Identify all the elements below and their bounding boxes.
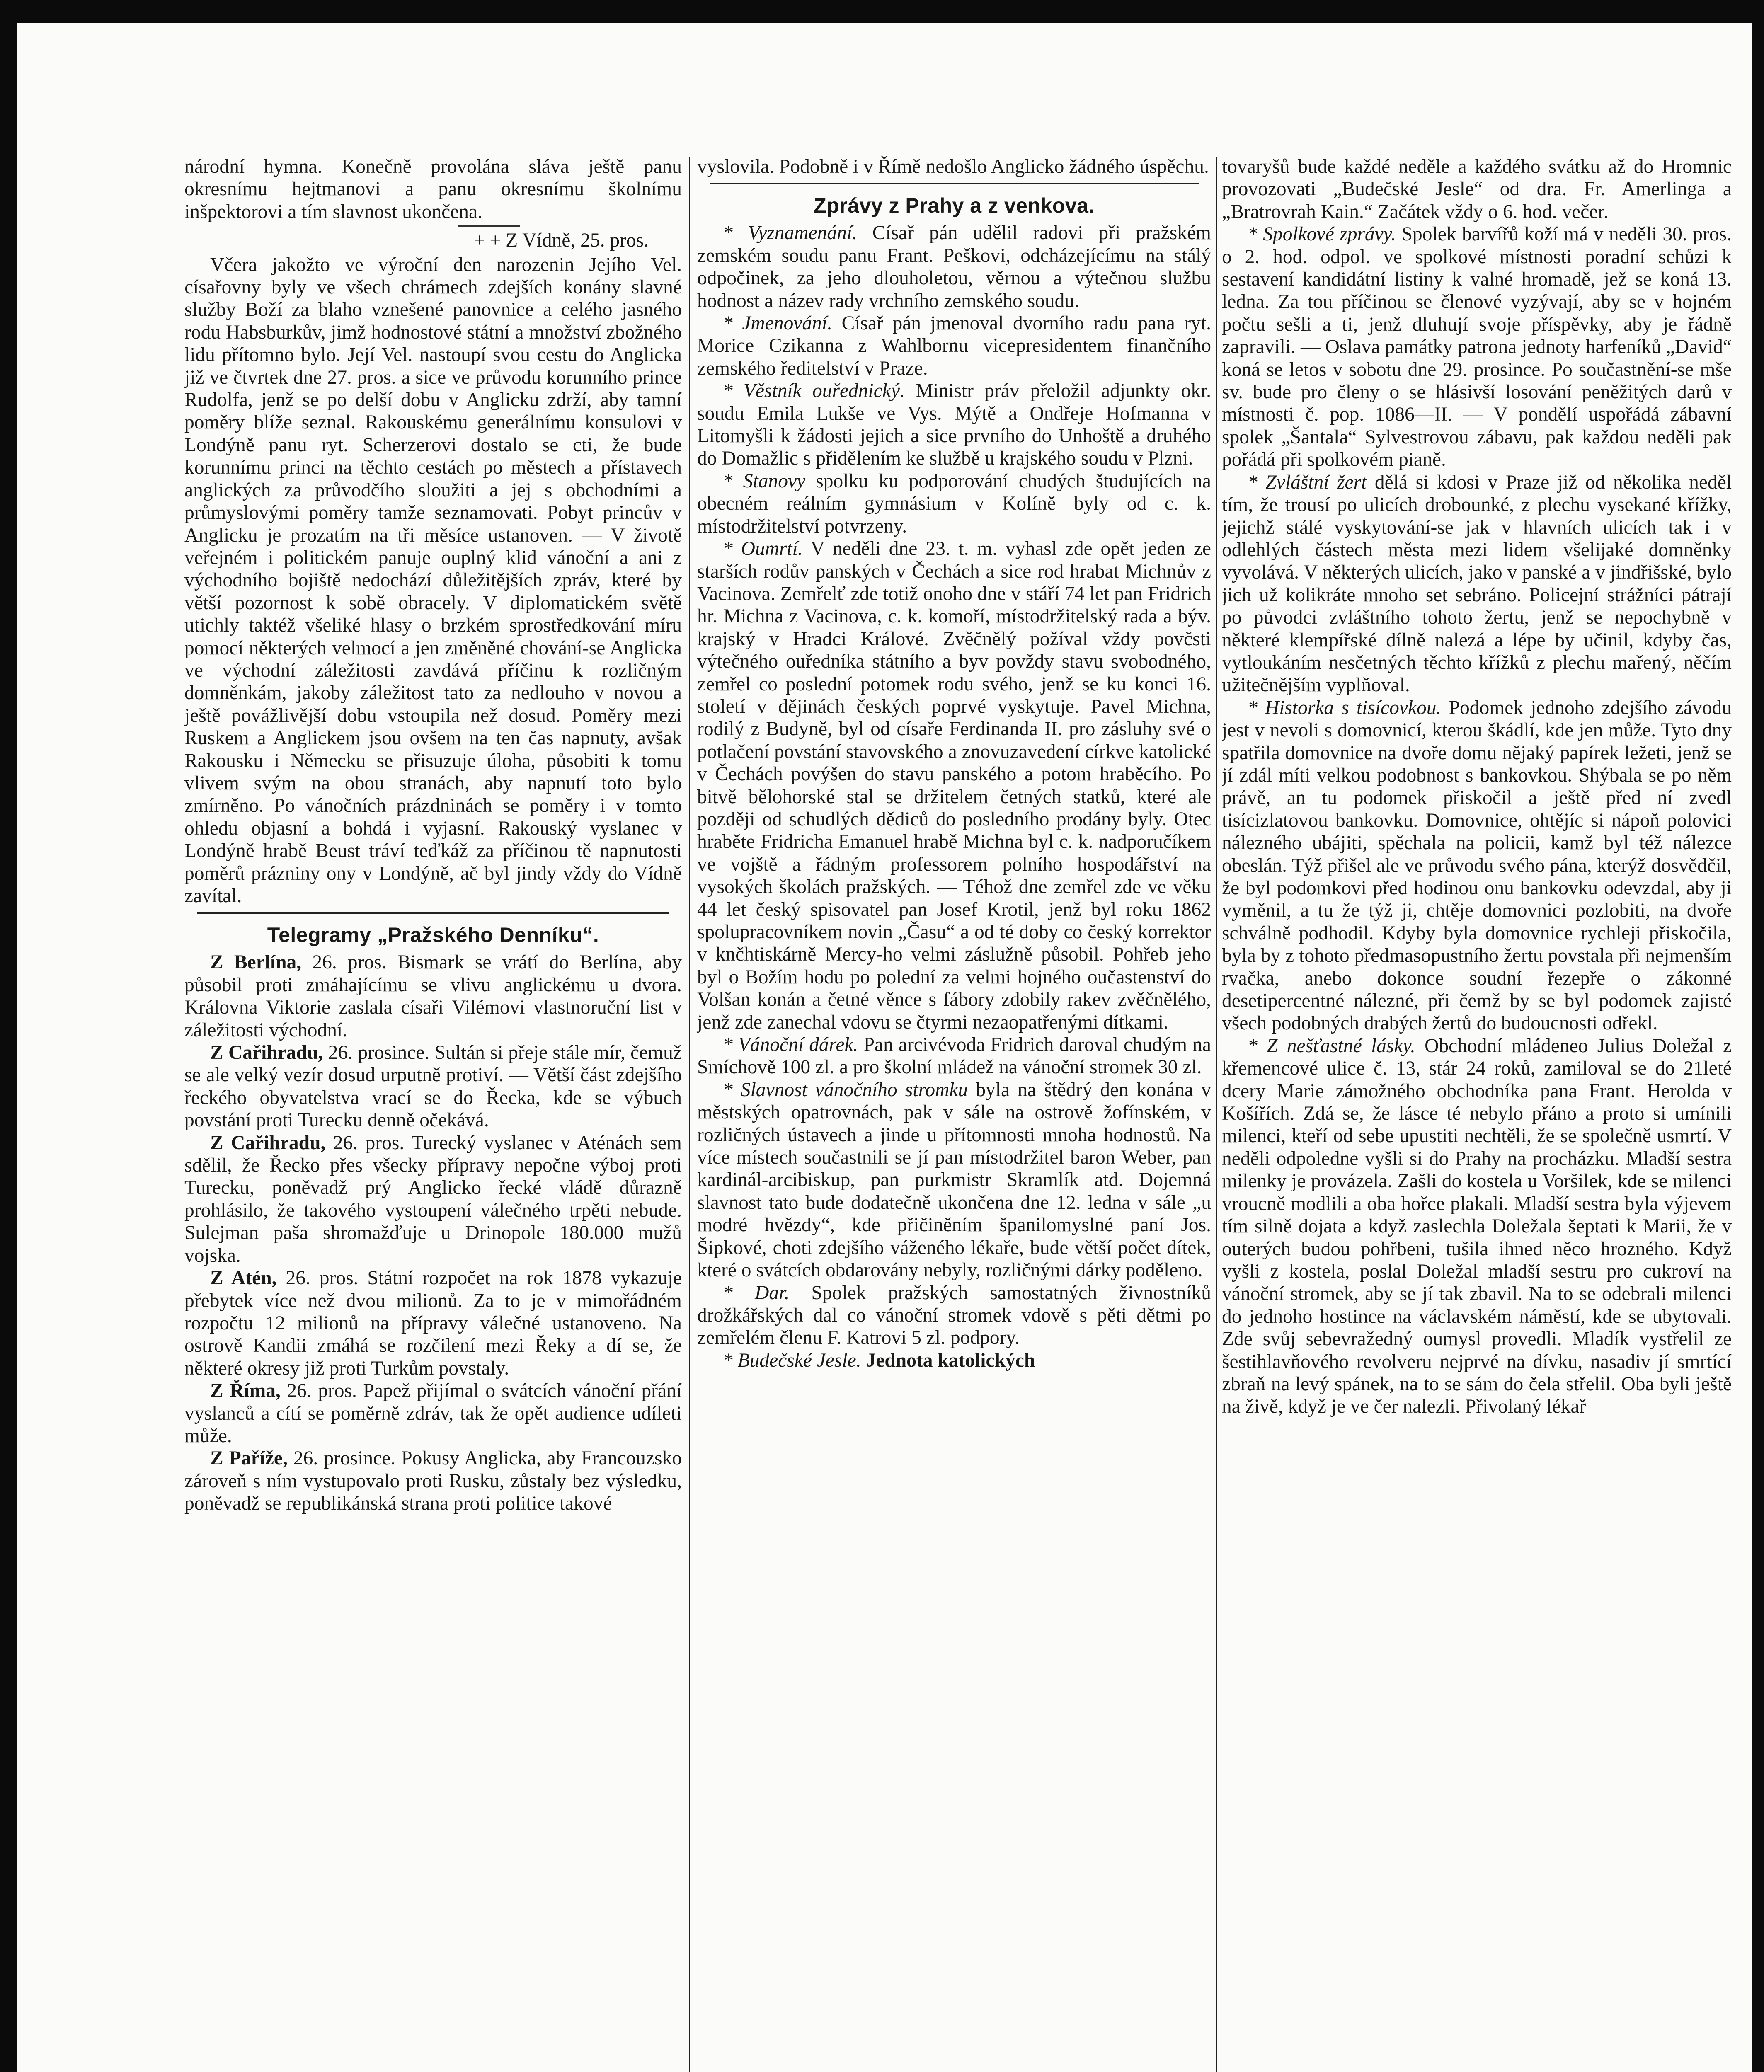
- news-lead: * Stanovy: [723, 470, 806, 492]
- separator-rule: [458, 225, 520, 227]
- news-lead: * Zvláštní žert: [1248, 471, 1367, 493]
- news-lead: * Věstník ouřednický.: [723, 380, 905, 402]
- telegram-item: [184, 1380, 682, 1447]
- news-text: dělá si kdosi v Praze již od několika neděl tím, že trousí po ulicích drobounké, z plechu vysekané křížky, jejichž stálé vyskytování-se jak v hlavních ulicích tak i v odlehlých částech města mezi lidem všelijaké domněnky vyvolává. V některých ulicích, jako v panské a v jindřišské, bylo jich už kolikráte mnoho set sebráno. Policejní strážníci pátrají po původci zvláštního tohoto žertu, jenž se nepochybně v některé klempířské dílně nalezá a lépe by učinil, kdyby čas, vytloukáním nesčetných těchto křížků z plechu mařený, něčím užitečnějším vyplňoval.: [1222, 471, 1732, 696]
- telegram-item: [184, 1447, 682, 1515]
- column-rule: [689, 157, 690, 2072]
- news-text: Spolek pražských samostatných živnostníků drožkářských dal co vánoční stromek vdově s pěti dětmi po zemřelém členu F. Katrovi 5 zl. podpory.: [697, 1282, 1211, 1349]
- news-item: [697, 1349, 1211, 1372]
- telegram-item: [184, 1041, 682, 1132]
- telegram-place: Z Atén,: [210, 1267, 277, 1289]
- news-lead: * Z nešťastné lásky.: [1248, 1035, 1415, 1057]
- telegram-text: 26. pros. Bismark se vrátí do Berlína, aby působil proti zmáhajícímu se vlivu anglickému u dvora. Královna Viktorie zaslala císaři Vilémovi vlastnoruční list v záležitosti východní.: [184, 951, 682, 1041]
- section-heading-local-news: Zprávy z Prahy a z venkova.: [814, 194, 1095, 218]
- column-2: [697, 155, 1211, 2072]
- news-lead: * Historka s tisícovkou.: [1248, 697, 1442, 719]
- news-text: Císař pán udělil radovi při pražském zemském soudu panu Frant. Peškovi, odcházejícímu na stálý odpočinek, za jeho dlouholetou, věrnou a výtečnou službu hodnost a název rady vrchního zemského soudu.: [697, 222, 1211, 312]
- article-vienna: Včera jakožto ve výroční den narozenin Jejího Vel. císařovny byly ve všech chrámech zdejších konány slavné služby Boží za blaho vznešené panovnice a celého jasného rodu Habsburkův, jimž hodnostové státní a množství zbožného lidu přítomno bylo. Její Vel. nastoupí svou cestu do Anglicka již ve čtvrtek dne 27. pros. a sice ve průvodu korunního prince Rudolfa, jenž se po delší dobu v Anglicku zdrží, aby tamní poměry blíže seznal. Rakouskému generálnímu konsulovi v Londýně panu ryt. Scherzerovi dostalo se cti, že bude korunnímu princi na těchto cestách po městech a přístavech anglických za průvodčího sloužiti a jej s obchodními a průmyslovými poměry tamže seznamovati. Pobyt princův v Anglicku je prozatím na tři měsíce ustanoven. — V životě veřejném i politickém panuje ouplný klid vánoční a ani z východního bojiště nedochází důležitějších zpráv, které by větší pozornost k sobě obracely. V diplomatickém světě utichly taktéž všeliké hlasy o brzkém sprostředkování míru pomocí některých velmocí a jen změněné chování-se Anglicka ve východní záležitosti zavdává příčinu k rozličným domněnkám, jakoby záležitost tato za nedlouho v novou a ještě povážlivější dobu vstoupila než dosud. Poměry mezi Ruskem a Anglickem jsou ovšem na ten čas napnuty, avšak Rakousku i Německu se přisuzuje úloha, působiti k tomu vlivem svým na obou stranách, aby napnutí toto bylo zmírněno. Po vánočních prázdninách se poměry i v tomto ohledu objasní a bohdá i vyjasní. Rakouský vyslanec v Londýně hrabě Beust tráví teďkáž za příčinou tě napnutosti poměrů prázniny ony v Londýně, ač byl jindy vždy do Vídně zavítal.: [184, 254, 682, 907]
- scan-border-left: [0, 0, 17, 2072]
- telegram-place: Z Cařihradu,: [210, 1042, 323, 1064]
- news-lead: * Oumrtí.: [723, 538, 803, 560]
- news-text: Ministr práv přeložil adjunkty okr. soudu Emila Lukše ve Vys. Mýtě a Ondřeje Hofmanna v Litomyšli k žádosti jejich a sice prvního do Unhoště a druhého do Domažlic s přidělením ke službě u krajského soudu v Plzni.: [697, 380, 1211, 470]
- news-lead: * Vánoční dárek.: [723, 1034, 858, 1056]
- news-lead: * Slavnost vánočního stromku: [723, 1079, 968, 1101]
- telegram-item: [184, 1267, 682, 1380]
- news-item: [697, 470, 1211, 537]
- news-lead: * Jmenování.: [723, 312, 832, 334]
- news-text: Pan arcivévoda Fridrich daroval chudým na Smíchově 100 zl. a pro školní mládež na vánoční stromek 30 zl.: [697, 1034, 1211, 1078]
- column-rule: [1216, 157, 1217, 2072]
- news-lead: * Budečské Jesle.: [723, 1349, 861, 1371]
- telegram-text: 26. prosince. Sultán si přeje stále mír, čemuž se ale velký vezír dosud urputně protiví. — Větší část zdejšího řeckého obyvatelstva vrací se do Řecka, kde se výbuch povstání proti Turecku denně očekává.: [184, 1042, 682, 1131]
- news-item: [1222, 697, 1732, 1035]
- news-item: [697, 222, 1211, 312]
- telegram-place: Z Berlína,: [210, 951, 302, 973]
- section-heading-telegrams: Telegramy „Pražského Denníku“.: [267, 923, 599, 947]
- telegram-place: Z Paříže,: [210, 1447, 288, 1469]
- article-continuation: národní hymna. Konečně provolána sláva ještě panu okresnímu hejtmanovi a panu okresnímu školnímu inšpektorovi a tím slavnost ukončena.: [184, 156, 682, 223]
- news-item: [697, 1282, 1211, 1349]
- news-lead: * Vyznamenání.: [723, 222, 857, 244]
- news-item: [697, 312, 1211, 380]
- news-text: byla na štědrý den konána v městských opatrovnách, pak v sále na ostrově žofínském, v rozličných ústavech a jinde u přítomnosti mnoha hodnostů. Na více místech součastnili se jí pan místodržitel baron Weber, pan kardinál-arcibiskup, pan purkmistr Skramlík atd. Dojemná slavnost tato bude dodatečně ukončena dne 12. ledna v sále „u modré hvězdy“, kde přičiněním španilomyslné paní Jos. Šipkové, choti zdejšího váženého lékaře, bude větší počet dítek, které o svátcích obdarovány nebyly, rozličnými dárky poděleno.: [697, 1079, 1211, 1281]
- news-text: Obchodní mládeneo Julius Doležal z křemencové ulice č. 13, stár 24 roků, zamiloval se do 21leté dcery Marie zámožného obchodníka pana Frant. Herolda v Košířích. Zdá se, že lásce té nebylo přáno a proto si umínili milenci, kteří od sebe upustiti nechtěli, že se společně usmrtí. V neděli odpoledne vyšli si do Prahy na procházku. Mladší sestra milenky je provázela. Zašli do kostela u Voršilek, kde se milenci vroucně modlili a oba hořce plakali. Mladší sestra byla výjevem tím silně dojata a když zaslechla Doležala šeptati k Marii, že v outerých budou pohřbeni, tušila ihned něco hrozného. Když vyšli z kostela, poslal Doležal mladší sestru pro cukroví na vánoční stromek, aby se jí tak zbavil. Na to se odebrali milenci do jednoho hostince na václavském náměstí, kde se ubytovali. Zde svůj sebevražedný oumysl provedli. Mladík vystřelil ze šestihlavňového revolveru nejprvé na dívku, nasadiv jí smrtící zbraň na levý spánek, na to se sám do čela střelil. Oba byli ještě na živě, když je ve čer nalezli. Přivolaný lékař: [1222, 1035, 1732, 1418]
- scan-border-top: [0, 0, 1764, 23]
- news-item: [1222, 471, 1732, 697]
- dateline-vienna: + + Z Vídně, 25. pros.: [473, 230, 649, 252]
- news-text: Spolek barvířů koží má v neděli 30. pros. o 2. hod. odpol. ve spolkové místnosti poradní schůzi k sestavení kandidátní listiny k valné hromadě, jež se koná 13. ledna. Za tou příčinou se členové vyzývají, aby se v hojném počtu sešli a ti, jenž dluhují svoje příspěvky, aby je řádně zapravili. — Oslava památky patrona jednoty harfeníků „David“ koná se letos v sobotu dne 29. prosince. Po součastnění-se mše sv. bude pro členy o se hlásivší losování peněžitých darů v místnosti č. pop. 1086—II. — V pondělí uspořádá zábavní spolek „Šantala“ Sylvestrovou zábavu, pak každou neděli pak pořádá při spolkovém pianě.: [1222, 223, 1732, 471]
- telegram-place: Z Říma,: [210, 1380, 281, 1402]
- telegram-text: 26. prosince. Pokusy Anglicka, aby Francouzsko zároveň s ním vystupovalo proti Rusku, zůstaly bez výsledku, poněvadž se republikánská strana proti politice takové: [184, 1447, 682, 1515]
- news-lead: * Dar.: [723, 1282, 790, 1304]
- article-continuation: tovaryšů bude každé neděle a každého svátku až do Hromnic provozovati „Budečské Jesle“ od dra. Fr. Amerlinga a „Bratrovrah Kain.“ Začátek vždy o 6. hod. večer.: [1222, 156, 1732, 223]
- scan-border-right: [1752, 0, 1764, 2072]
- column-1: [184, 155, 682, 2072]
- news-item: [697, 1034, 1211, 1079]
- news-item: [1222, 223, 1732, 471]
- telegram-item: [184, 1132, 682, 1267]
- section-rule: [710, 183, 1199, 184]
- telegram-item: [184, 951, 682, 1041]
- news-item: [697, 380, 1211, 470]
- news-text: V neděli dne 23. t. m. vyhasl zde opět jeden ze starších rodův panských v Čechách a sice rod hrabat Michnův z Vacinova. Zemřelť zde totiž onoho dne v stáří 74 let pan Fridrich hr. Michna z Vacinova, c. k. komoří, místodržitelský rada a býv. krajský v Hradci Králové. Zvěčnělý požíval vždy povčsti výtečného ouředníka státního a byv povždy stavu svobodného, zemřel co poslední potomek rodu svého, jenž se ku konci 16. století v dějinách českých poprvé vyskytuje. Pavel Michna, rodilý z Budyně, byl od císaře Ferdinanda II. pro zásluhy své o potlačení povstání stavovského a znovuzavedení církve katolické v Čechách povýšen do stavu panského a potom hraběcího. Po bitvě bělohorské stal se držitelem četných statků, které ale později od schudlých dědiců do posledního prodány byly. Otec hraběte Fridricha Emanuel hrabě Michna byl c. k. nadporučíkem ve vojště a řádným professorem polního hospodářství na vysokých školách pražských. — Téhož dne zemřel zde ve věku 44 let český spisovatel pan Josef Krotil, jenž byl roku 1862 spolupracovníkem novin „Času“ a od té doby co český korrektor v knčhtiskárně Mercy-ho velmi záslužně působil. Pohřeb jeho byl o Božím hodu po polední za velmi hojného oučastenství do Volšan konán a četné věnce s fábory zdobily rakev zvěčnělého, jenž zde zanechal vdovu se čtyrmi nezaopatřenými dítkami.: [697, 538, 1211, 1033]
- news-text: spolku ku podporování chudých študujících na obecném reálním gymnásium v Kolíně byly od c. k. místodržitelství potvrzeny.: [697, 470, 1211, 537]
- telegram-text: 26. pros. Turecký vyslanec v Aténách sem sdělil, že Řecko přes všecky přípravy nepočne výboj proti Turecku, poněvadž prý Anglicko řecké vládě důrazně prohlásilo, že takového vystoupení válečného trpěti nebude. Sulejman paša shromažďuje u Drinopole 180.000 mužů vojska.: [184, 1132, 682, 1266]
- news-text: Podomek jednoho zdejšího závodu jest v nevoli s domovnicí, kterou škádlí, kde jen může. Tyto dny spatřila domovnice na dvoře domu nějaký papírek ležeti, jenž se jí zdál míti velkou podobnost s bankovkou. Shýbala se po něm právě, an tu podomek přiskočil a ještě před ní zvedl tisícizlatovou bankovku. Domovnice, ohtějíc si nápoň polovici nálezného ubájiti, spěchala na policii, kamž byl též nálezce obeslán. Týž přišel ale ve průvodu svého pána, kterýž dosvědčil, že byl podomkovi před hodinou onu bankovku odevzdal, aby ji vyměnil, a tu že týž ji, chtěje domovnici pozlobiti, na dvoře schválně podhodil. Kdyby byla domovnice rychleji přiskočila, byla by z tohoto předmasopustního žertu povstala při nejmenším rvačka, anebo dokonce soudní řezepře o zákonné desetipercentné nálezné, při čemž by se byl podomek zajisté všech podobných drabých žertů do budoucnosti odřekl.: [1222, 697, 1732, 1034]
- news-text: Jednota katolických: [866, 1349, 1035, 1371]
- news-text: Císař pán jmenoval dvorního radu pana ryt. Morice Czikanna z Wahlbornu vicepresidentem finančního zemského ředitelství v Praze.: [697, 312, 1211, 379]
- section-rule: [197, 912, 669, 914]
- telegram-text: 26. pros. Státní rozpočet na rok 1878 vykazuje přebytek více než dvou milionů. Za to je v mimořádném rozpočtu 12 milionů na přípravy válečné ustanoveno. Na ostrově Kandii zmáhá se rozčilení mezi Řeky a dí se, že některé okresy již proti Turkům povstaly.: [184, 1267, 682, 1379]
- news-lead: * Spolkové zprávy.: [1248, 223, 1396, 245]
- telegram-text: 26. pros. Papež přijímal o svátcích vánoční přání vyslanců a cítí se poměrně zdráv, tak že opět audience udíleti může.: [184, 1380, 682, 1447]
- article-continuation: vyslovila. Podobně i v Římě nedošlo Anglicko žádného úspěchu.: [697, 156, 1209, 177]
- news-item: [697, 1079, 1211, 1282]
- news-item: [1222, 1035, 1732, 1418]
- news-item: [697, 537, 1211, 1034]
- telegram-place: Z Cařihradu,: [210, 1132, 326, 1154]
- column-3: [1222, 155, 1732, 2072]
